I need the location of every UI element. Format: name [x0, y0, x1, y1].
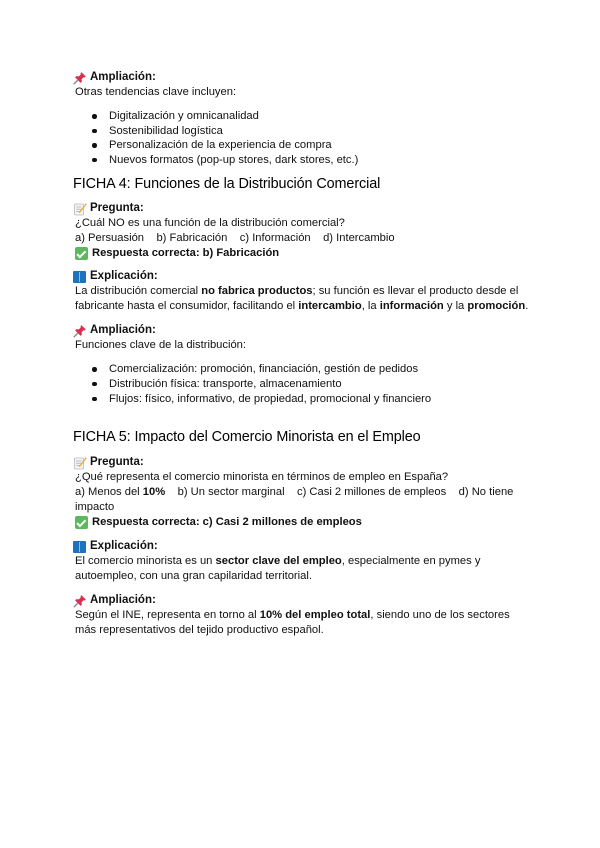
bullet-list — [73, 362, 533, 406]
explicacion-heading — [73, 269, 533, 284]
explanation-text: La distribución comercial no fabrica productos; su función es llevar el producto desde el fabricante hasta el consumidor, facilitando el intercambio, la información y la promoción. — [75, 285, 529, 313]
correct-answer — [73, 246, 533, 261]
ficha4-title: FICHA 4: Funciones de la Distribución Comercial — [73, 176, 381, 193]
list-item: Distribución física: transporte, almacenamiento — [73, 377, 533, 392]
explicacion-heading — [73, 539, 533, 554]
memo-icon — [73, 202, 87, 216]
question-text: ¿Cuál NO es una función de la distribución comercial? — [75, 217, 345, 230]
ampliacion-heading — [73, 323, 533, 338]
list-item: Flujos: físico, informativo, de propiedad, promocional y financiero — [73, 392, 533, 407]
pushpin-icon — [73, 594, 87, 608]
check-mark-icon — [75, 247, 88, 260]
pregunta-heading — [73, 201, 533, 216]
pregunta-heading — [73, 455, 533, 470]
list-item: Sostenibilidad logística — [73, 124, 533, 139]
list-item: Nuevos formatos (pop-up stores, dark stores, etc.) — [73, 153, 533, 168]
blue-book-icon — [73, 271, 86, 283]
correct-answer — [73, 515, 533, 530]
explicacion-label: Explicación: — [90, 270, 158, 283]
ampliacion-heading — [73, 593, 533, 608]
list-item: Comercialización: promoción, financiación, gestión de pedidos — [73, 362, 533, 377]
ampliacion-label: Ampliación: — [90, 324, 156, 337]
memo-icon — [73, 456, 87, 470]
ampliacion-intro: Funciones clave de la distribución: — [75, 339, 247, 352]
ampliacion-label: Ampliación: — [90, 71, 156, 83]
document-page — [73, 70, 533, 638]
blue-book-icon — [73, 541, 86, 553]
correct-answer-text: Respuesta correcta: b) Fabricación — [92, 247, 280, 260]
check-mark-icon — [75, 516, 88, 529]
correct-answer-text: Respuesta correcta: c) Casi 2 millones de empleos — [92, 516, 362, 529]
answer-options: a) Menos del 10% b) Un sector marginal c) Casi 2 millones de empleos d) No tiene impacto — [75, 486, 517, 514]
pregunta-label: Pregunta: — [90, 456, 144, 469]
explicacion-label: Explicación: — [90, 540, 158, 553]
question-text: ¿Qué representa el comercio minorista en términos de empleo en España? — [75, 471, 449, 484]
pregunta-label: Pregunta: — [90, 202, 144, 215]
pushpin-icon — [73, 71, 87, 85]
ampliacion-text: Según el INE, representa en torno al 10% del empleo total, siendo uno de los sectores más representativos del tejido productivo español. — [75, 609, 510, 637]
ampliacion-intro: Otras tendencias clave incluyen: — [75, 86, 237, 98]
ficha5-title: FICHA 5: Impacto del Comercio Minorista en el Empleo — [73, 429, 421, 446]
explanation-text: El comercio minorista es un sector clave del empleo, especialmente en pymes y autoempleo, con una gran capilaridad territorial. — [75, 555, 481, 583]
list-item: Digitalización y omnicanalidad — [73, 109, 533, 124]
ampliacion-label: Ampliación: — [90, 594, 156, 607]
bullet-list — [73, 109, 533, 167]
ampliacion-heading — [73, 70, 533, 85]
list-item: Personalización de la experiencia de compra — [73, 138, 533, 153]
answer-options: a) Persuasión b) Fabricación c) Información d) Intercambio — [75, 232, 395, 245]
pushpin-icon — [73, 324, 87, 338]
